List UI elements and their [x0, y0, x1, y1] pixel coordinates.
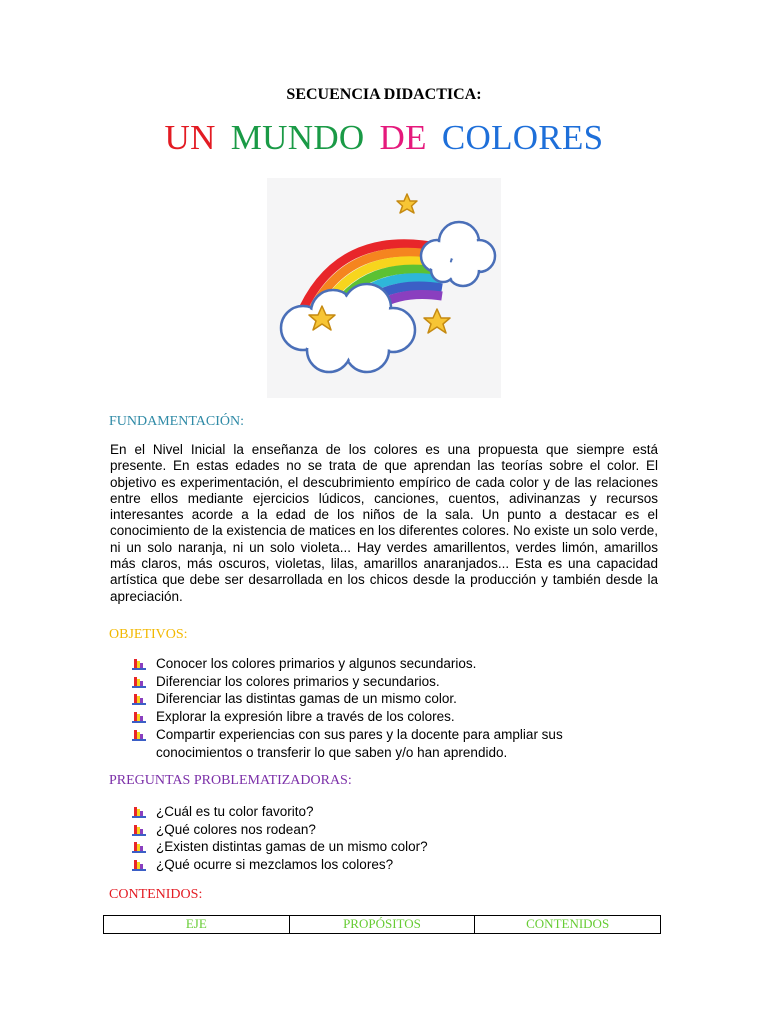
bullet-arrow-icon — [132, 712, 146, 725]
column-header-contenidos: CONTENIDOS — [475, 916, 661, 934]
list-item: Diferenciar los colores primarios y secundarios. — [128, 673, 648, 691]
objetivos-heading: OBJETIVOS: — [109, 627, 188, 642]
bullet-arrow-icon — [132, 825, 146, 838]
title-word-colores: COLORES — [441, 118, 604, 157]
list-item: Diferenciar las distintas gamas de un mismo color. — [128, 690, 648, 708]
fundamentacion-paragraph — [110, 442, 658, 605]
list-item: Conocer los colores primarios y algunos secundarios. — [128, 655, 648, 673]
bullet-arrow-icon — [132, 730, 146, 743]
preguntas-heading: PREGUNTAS PROBLEMATIZADORAS: — [109, 773, 352, 788]
rainbow-clouds-illustration — [267, 178, 501, 398]
contenidos-heading: CONTENIDOS: — [109, 887, 203, 902]
list-item: Compartir experiencias con sus pares y la docente para ampliar sus conocimientos o transferir lo que saben y/o han aprendido. — [128, 726, 648, 761]
list-item: ¿Cuál es tu color favorito? — [128, 803, 648, 821]
table-header-row — [104, 916, 661, 934]
title-word-mundo: MUNDO — [230, 118, 365, 157]
contenidos-table — [103, 915, 661, 934]
column-header-propositos: PROPÓSITOS — [289, 916, 475, 934]
objetivos-list — [128, 655, 648, 761]
preguntas-list — [128, 803, 648, 874]
title-word-un: UN — [164, 118, 216, 157]
list-item: Explorar la expresión libre a través de los colores. — [128, 708, 648, 726]
fundamentacion-text: En el Nivel Inicial la enseñanza de los colores es una propuesta que siempre está presente. En estas edades no se trata de que aprendan las teorías sobre el color. El objetivo es experimentación, el descubrimiento empírico de cada color y de las relaciones entre ellos mediante ejercicios lúdicos, canciones, cuentos, adivinanzas y recursos interesantes acorde a la edad de los niños de la sala. Un punto a destacar es el conocimiento de la existencia de matices en los diferentes colores. No existe un solo verde, ni un solo naranja, ni un solo violeta... Hay verdes amarillentos, verdes limón, amarillos más claros, más oscuros, violetas, lilas, amarillos anaranjados... Esta es una capacidad artística que debe ser desarrollada en los chicos desde la producción y también desde la apreciación. — [110, 442, 658, 604]
title-word-de: DE — [379, 118, 427, 157]
bullet-arrow-icon — [132, 807, 146, 820]
bullet-arrow-icon — [132, 694, 146, 707]
column-header-eje: EJE — [104, 916, 290, 934]
document-subtitle: SECUENCIA DIDACTICA: — [286, 86, 482, 103]
list-item: ¿Qué colores nos rodean? — [128, 821, 648, 839]
bullet-arrow-icon — [132, 677, 146, 690]
document-title — [0, 118, 768, 158]
bullet-arrow-icon — [132, 842, 146, 855]
bullet-arrow-icon — [132, 659, 146, 672]
bullet-arrow-icon — [132, 860, 146, 873]
fundamentacion-heading: FUNDAMENTACIÓN: — [109, 414, 244, 429]
list-item: ¿Existen distintas gamas de un mismo color? — [128, 838, 648, 856]
list-item: ¿Qué ocurre si mezclamos los colores? — [128, 856, 648, 874]
